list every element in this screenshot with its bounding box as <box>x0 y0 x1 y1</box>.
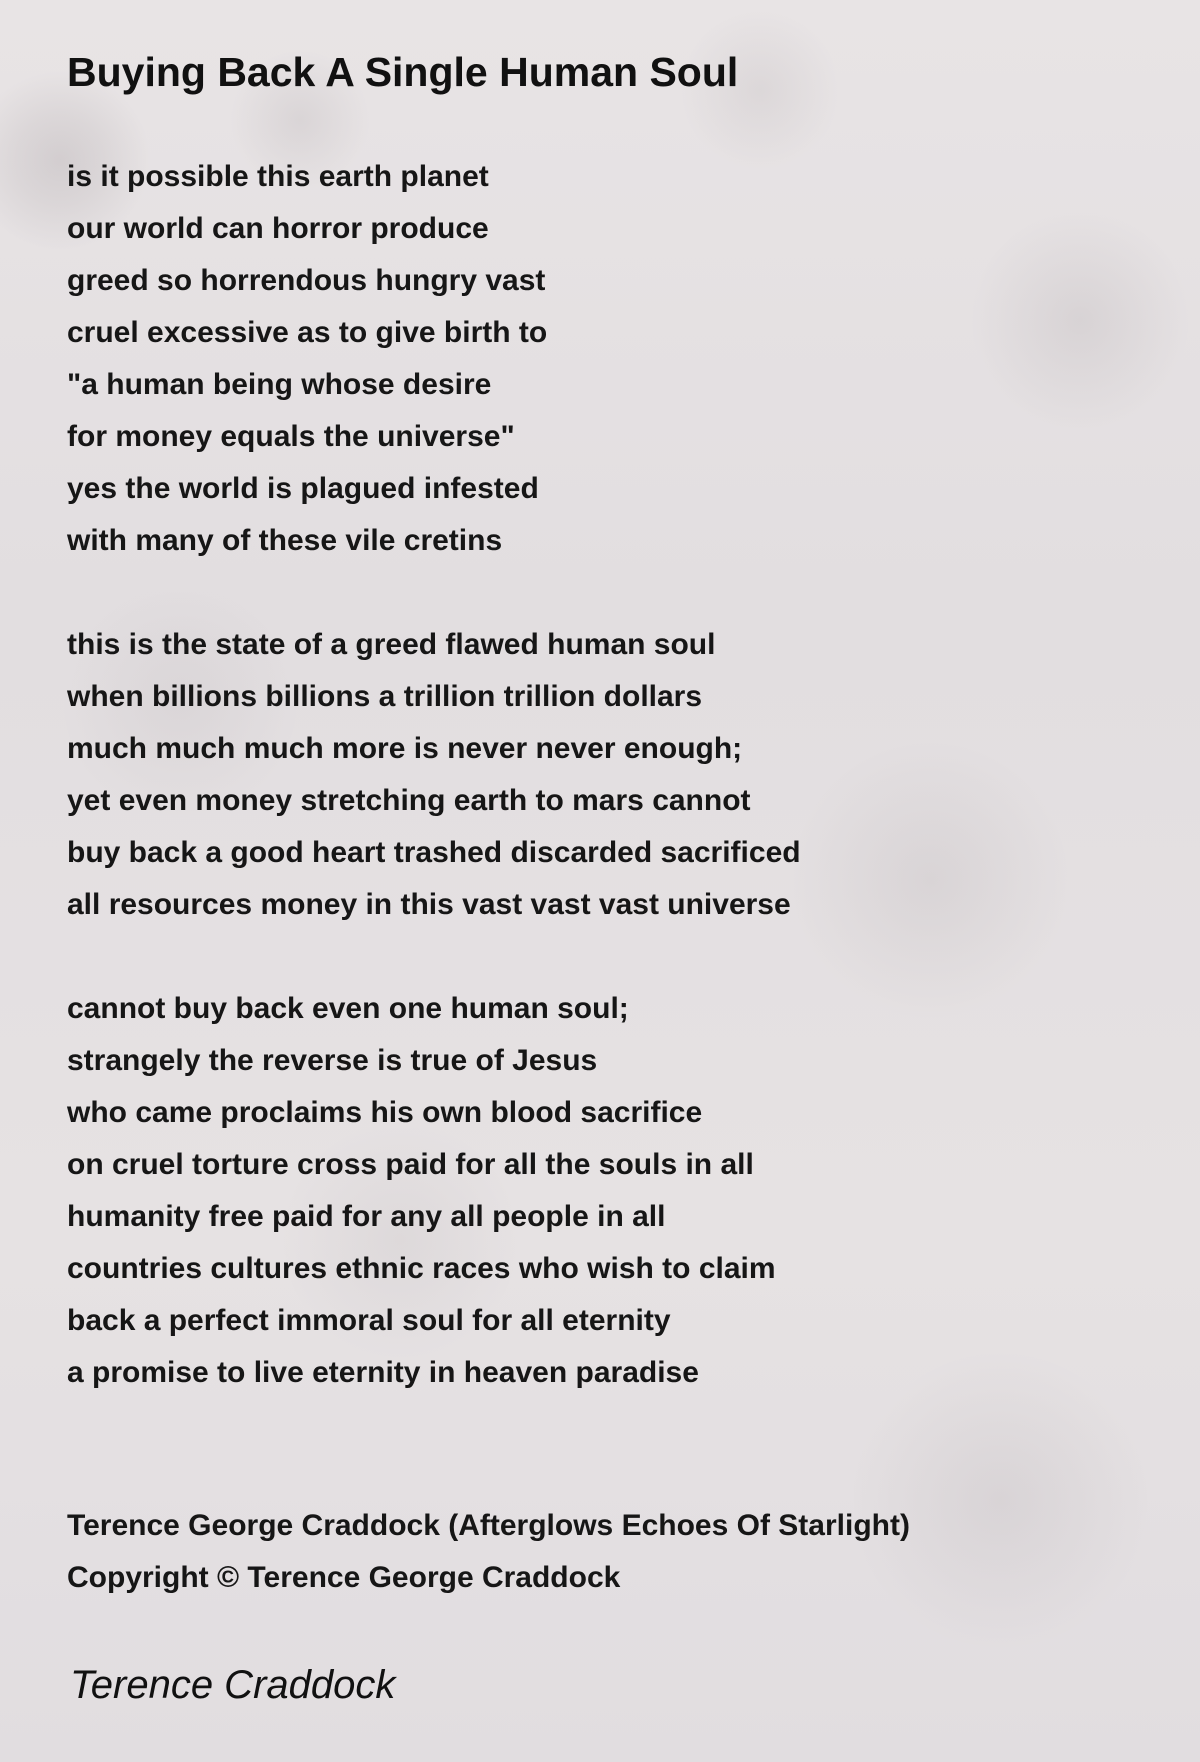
copyright-notice: Copyright © Terence George Craddock <box>67 1561 621 1594</box>
poem-line: with many of these vile cretins <box>67 524 503 557</box>
poem-line: on cruel torture cross paid for all the souls in all <box>67 1148 754 1181</box>
poem-line: cruel excessive as to give birth to <box>67 316 548 349</box>
author-signature: Terence Craddock <box>70 1663 396 1707</box>
poem-line: a promise to live eternity in heaven paradise <box>67 1356 699 1389</box>
poem-stanza-1 <box>67 151 547 567</box>
poem-line: our world can horror produce <box>67 212 489 245</box>
poem-line: all resources money in this vast vast vast universe <box>67 888 791 921</box>
poem-line: yes the world is plagued infested <box>67 472 539 505</box>
poem-credits <box>67 1500 910 1604</box>
poem-line: much much much more is never never enough; <box>67 732 743 765</box>
poem-line: when billions billions a trillion trillion dollars <box>67 680 703 713</box>
poem-line: greed so horrendous hungry vast <box>67 264 546 297</box>
poem-line: buy back a good heart trashed discarded sacrificed <box>67 836 801 869</box>
poem-stanza-2 <box>67 619 801 931</box>
poem-line: countries cultures ethnic races who wish to claim <box>67 1252 776 1285</box>
poem-line: "a human being whose desire <box>67 368 492 401</box>
poem-line: for money equals the universe" <box>67 420 515 453</box>
poem-line: yet even money stretching earth to mars cannot <box>67 784 751 817</box>
poem-line: strangely the reverse is true of Jesus <box>67 1044 598 1077</box>
poem-title: Buying Back A Single Human Soul <box>67 49 739 95</box>
poem-line: humanity free paid for any all people in all <box>67 1200 666 1233</box>
poem-line: back a perfect immoral soul for all eternity <box>67 1304 671 1337</box>
poem-line: is it possible this earth planet <box>67 160 489 193</box>
source-credit: Terence George Craddock (Afterglows Echoes Of Starlight) <box>67 1509 910 1542</box>
poem-line: this is the state of a greed flawed human soul <box>67 628 716 661</box>
poem-line: who came proclaims his own blood sacrifice <box>67 1096 703 1129</box>
poem-stanza-3 <box>67 983 776 1399</box>
poem-line: cannot buy back even one human soul; <box>67 992 629 1025</box>
